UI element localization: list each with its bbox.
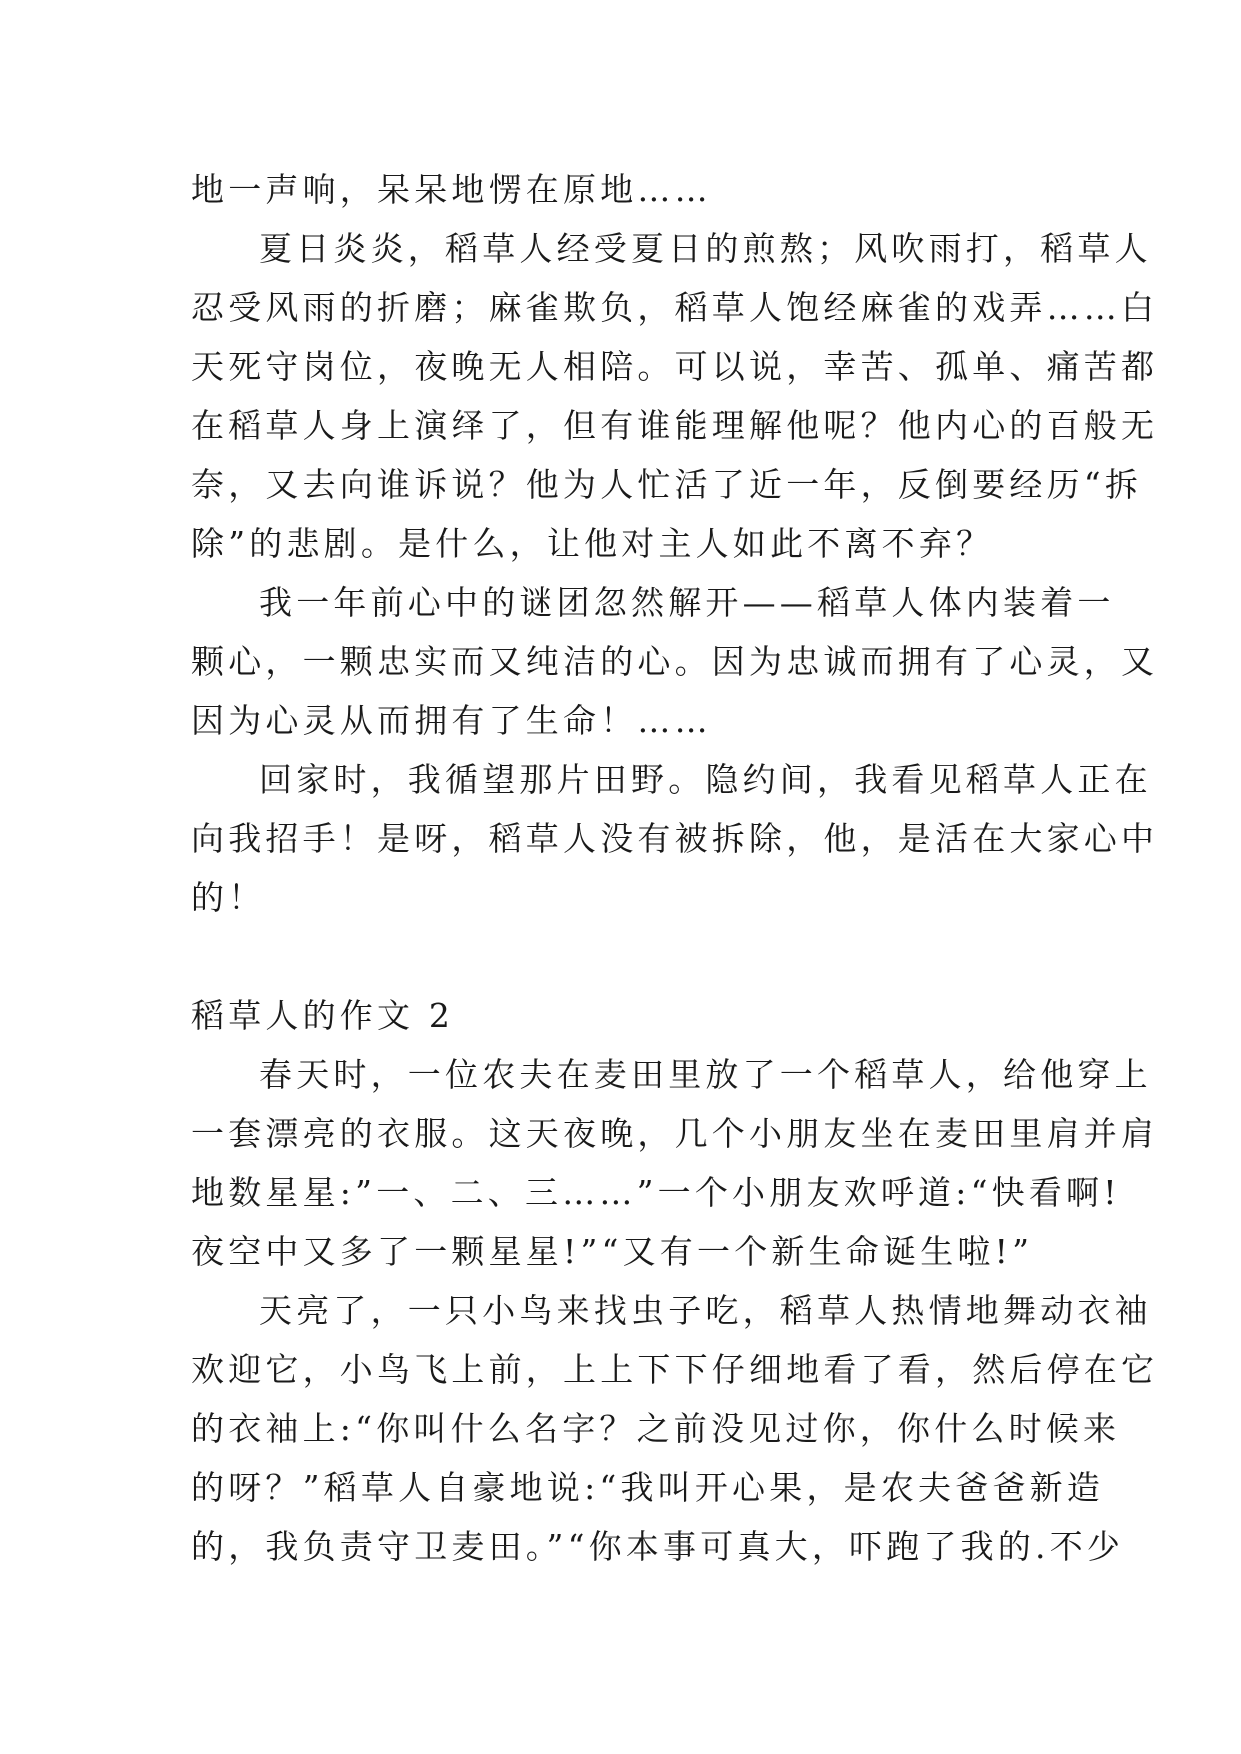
document-body bbox=[191, 160, 1159, 1576]
text-line: 地一声响，呆呆地愣在原地…… bbox=[191, 170, 712, 209]
paragraph bbox=[191, 750, 1159, 927]
paragraph bbox=[191, 1281, 1159, 1576]
paragraph bbox=[191, 219, 1159, 573]
text-line: 除”的悲剧。是什么，让他对主人如此不离不弃？ bbox=[191, 524, 994, 563]
text-line: 欢迎它，小鸟飞上前，上上下下仔细地看了看，然后停在它 bbox=[191, 1350, 1159, 1389]
paragraph bbox=[191, 1045, 1159, 1281]
text-line: 我一年前心中的谜团忽然解开——稻草人体内装着一 bbox=[259, 583, 1115, 622]
text-line: 天死守岗位，夜晚无人相陪。可以说，幸苦、孤单、痛苦都 bbox=[191, 347, 1159, 386]
text-line: 天亮了，一只小鸟来找虫子吃，稻草人热情地舞动衣袖 bbox=[259, 1291, 1152, 1330]
paragraph bbox=[191, 573, 1159, 750]
text-line: 一套漂亮的衣服。这天夜晚，几个小朋友坐在麦田里肩并肩 bbox=[191, 1114, 1159, 1153]
text-line: 春天时，一位农夫在麦田里放了一个稻草人，给他穿上 bbox=[259, 1055, 1152, 1094]
section-title: 稻草人的作文 2 bbox=[191, 996, 455, 1035]
text-line: 忍受风雨的折磨；麻雀欺负，稻草人饱经麻雀的戏弄……白 bbox=[191, 288, 1159, 327]
text-line: 的！ bbox=[191, 878, 266, 917]
text-line: 的衣袖上:“你叫什么名字？之前没见过你，你什么时候来 bbox=[191, 1409, 1121, 1448]
paragraph bbox=[191, 160, 1059, 219]
text-line: 颗心，一颗忠实而又纯洁的心。因为忠诚而拥有了心灵，又 bbox=[191, 642, 1159, 681]
text-line: 奈，又去向谁诉说？他为人忙活了近一年，反倒要经历“拆 bbox=[191, 465, 1143, 504]
text-line: 地数星星:”一、二、三……”一个小朋友欢呼道:“快看啊! bbox=[191, 1173, 1121, 1212]
text-line: 回家时，我循望那片田野。隐约间，我看见稻草人正在 bbox=[259, 760, 1152, 799]
text-line: 的呀？”稻草人自豪地说:“我叫开心果，是农夫爸爸新造 bbox=[191, 1468, 1105, 1507]
text-line: 夏日炎炎，稻草人经受夏日的煎熬；风吹雨打，稻草人 bbox=[259, 229, 1152, 268]
text-line: 的，我负责守卫麦田。”“你本事可真大，吓跑了我的.不少 bbox=[191, 1527, 1125, 1566]
text-line: 向我招手！是呀，稻草人没有被拆除，他，是活在大家心中 bbox=[191, 819, 1159, 858]
text-line: 在稻草人身上演绎了，但有谁能理解他呢？他内心的百般无 bbox=[191, 406, 1159, 445]
text-line: 因为心灵从而拥有了生命！…… bbox=[191, 701, 712, 740]
text-line: 夜空中又多了一颗星星!”“又有一个新生命诞生啦!” bbox=[191, 1232, 1034, 1271]
